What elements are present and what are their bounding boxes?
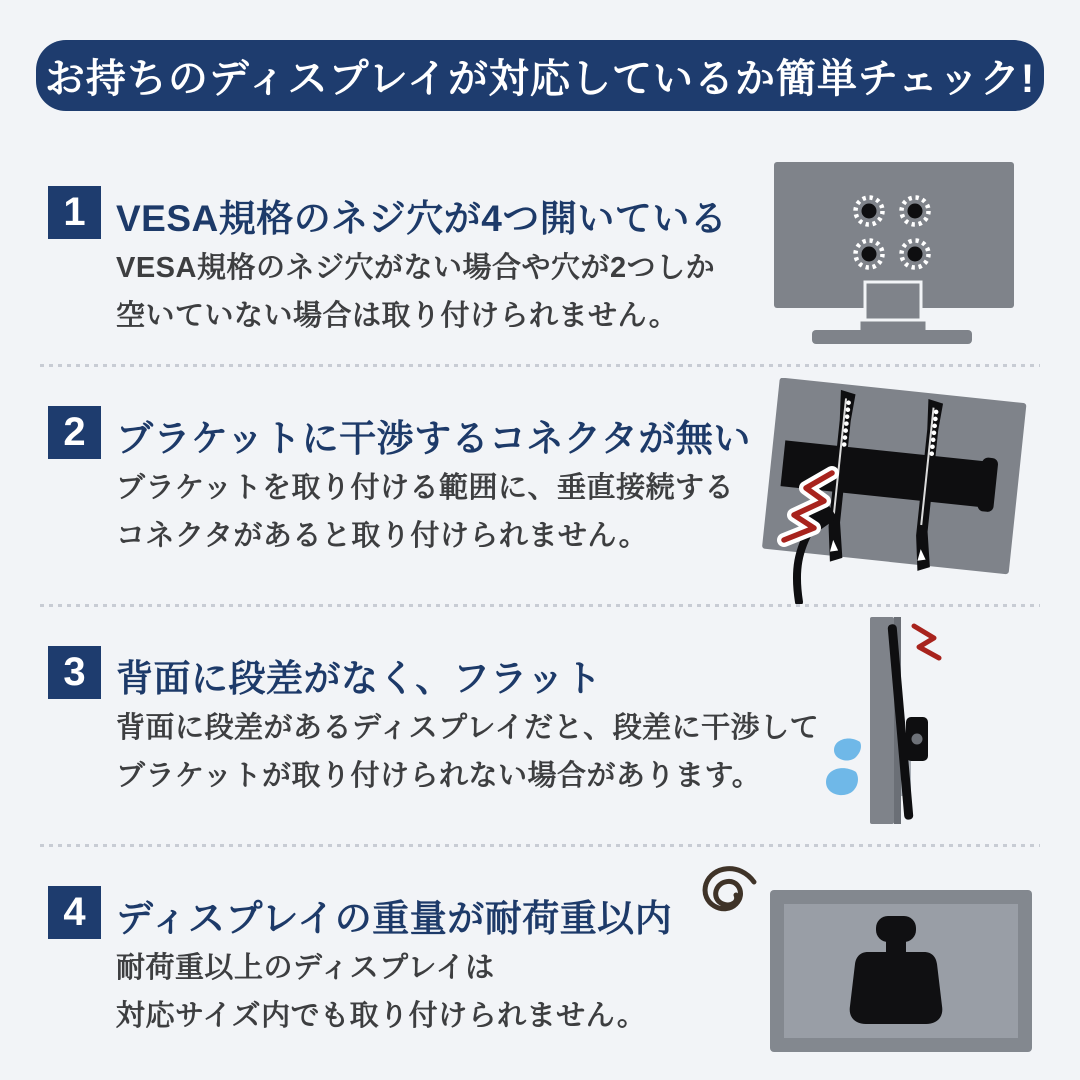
- sweat-drops-icon: [826, 739, 861, 796]
- item-3-description-line-1: 背面に段差があるディスプレイだと、段差に干渉して: [116, 712, 820, 744]
- item-2-number-badge: 2: [48, 406, 101, 459]
- item-4-description-line-1: 耐荷重以上のディスプレイは: [116, 952, 495, 984]
- item-4-number-badge: 4: [48, 886, 101, 939]
- interference-zigzag-icon: [914, 626, 939, 658]
- item-3-number-badge: 3: [48, 646, 101, 699]
- section-divider: [40, 364, 1040, 367]
- item-1-description-line-1: VESA規格のネジ穴がない場合や穴が2つしか: [116, 252, 716, 284]
- item-1-title: VESA規格のネジ穴が4つ開いている: [116, 198, 728, 239]
- monitor-stand-base: [812, 330, 972, 344]
- item-3-description: [116, 704, 856, 800]
- display-weight-limit-illustration: [688, 860, 1050, 1058]
- item-2-description-line-2: コネクタがあると取り付けられません。: [116, 520, 649, 552]
- item-3-description-line-2: ブラケットが取り付けられない場合があります。: [116, 760, 762, 792]
- item-3-title: 背面に段差がなく、フラット: [116, 658, 603, 699]
- item-1-number-badge: 1: [48, 186, 101, 239]
- header-banner: [36, 40, 1044, 111]
- display-side-step-illustration: [822, 612, 1017, 837]
- item-1-description: [116, 244, 856, 340]
- item-1-description-line-2: 空いていない場合は取り付けられません。: [116, 300, 679, 332]
- bracket-connector-interference-illustration: [742, 378, 1047, 604]
- monitor-back-vesa-holes-illustration: [762, 156, 1024, 346]
- item-2-title: ブラケットに干渉するコネクタが無い: [116, 418, 751, 459]
- item-4-title: ディスプレイの重量が耐荷重以内: [116, 898, 673, 939]
- page-title: お持ちのディスプレイが対応しているか簡単チェック!: [44, 57, 1036, 101]
- section-divider: [40, 604, 1040, 607]
- item-4-description-line-2: 対応サイズ内でも取り付けられません。: [116, 1000, 647, 1032]
- item-2-description-line-1: ブラケットを取り付ける範囲に、垂直接続する: [116, 472, 735, 504]
- strain-squiggle-icon: [705, 869, 754, 909]
- section-divider: [40, 844, 1040, 847]
